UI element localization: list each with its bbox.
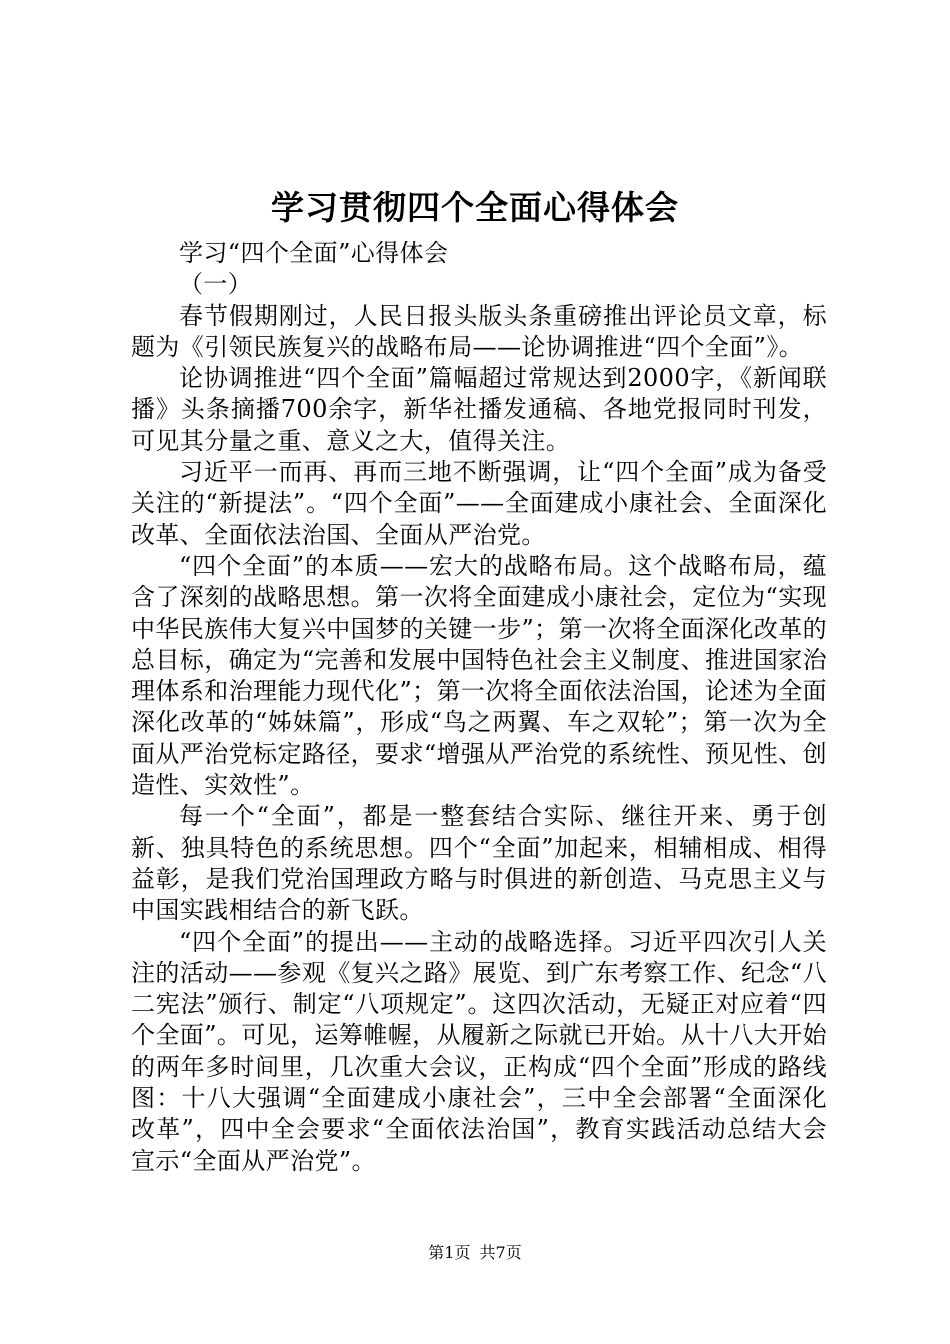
paragraph-2: 论协调推进“四个全面”篇幅超过常规达到2000字，《新闻联播》头条摘播700余字，新华社播发通稿、各地党报同时刊发，可见其分量之重、意义之大，值得关注。 <box>131 364 827 455</box>
paragraph-4: “四个全面”的本质——宏大的战略布局。这个战略布局，蕴含了深刻的战略思想。第一次将全面建成小康社会，定位为“实现中华民族伟大复兴中国梦的关键一步”；第一次将全面深化改革的总目标，确定为“完善和发展中国特色社会主义制度、推进国家治理体系和治理能力现代化”；第一次将全面依法治国，论述为全面深化改革的“姊妹篇”，形成“鸟之两翼、车之双轮”；第一次为全面从严治党标定路径，要求“增强从严治党的系统性、预见性、创造性、实效性”。 <box>131 551 827 800</box>
paragraph-6: “四个全面”的提出——主动的战略选择。习近平四次引人关注的活动——参观《复兴之路》展览、到广东考察工作、纪念“八二宪法”颁行、制定“八项规定”。这四次活动，无疑正对应着“四个全面”。可见，运筹帷幄，从履新之际就已开始。从十八大开始的两年多时间里，几次重大会议，正构成“四个全面”形成的路线图：十八大强调“全面建成小康社会”，三中全会部署“全面深化改革”，四中全会要求“全面依法治国”，教育实践活动总结大会宣示“全面从严治党”。 <box>131 927 827 1175</box>
paragraph-3: 习近平一而再、再而三地不断强调，让“四个全面”成为备受关注的“新提法”。“四个全面”——全面建成小康社会、全面深化改革、全面依法治国、全面从严治党。 <box>131 458 827 549</box>
paragraph-5: 每一个“全面”，都是一整套结合实际、继往开来、勇于创新、独具特色的系统思想。四个“全面”加起来，相辅相成、相得益彰，是我们党治国理政方略与时俱进的新创造、马克思主义与中国实践相结合的新飞跃。 <box>131 802 827 925</box>
document-body <box>131 238 827 1177</box>
page-footer <box>0 1242 950 1264</box>
section-marker: （一） <box>179 270 253 299</box>
page-total: 共7页 <box>479 1243 522 1262</box>
document-subtitle: 学习“四个全面”心得体会 <box>179 239 449 267</box>
page-number: 第1页 <box>428 1243 471 1262</box>
paragraph-1: 春节假期刚过，人民日报头版头条重磅推出评论员文章，标题为《引领民族复兴的战略布局——论协调推进“四个全面”》。 <box>131 301 827 361</box>
document-title: 学习贯彻四个全面心得体会 <box>271 188 679 227</box>
